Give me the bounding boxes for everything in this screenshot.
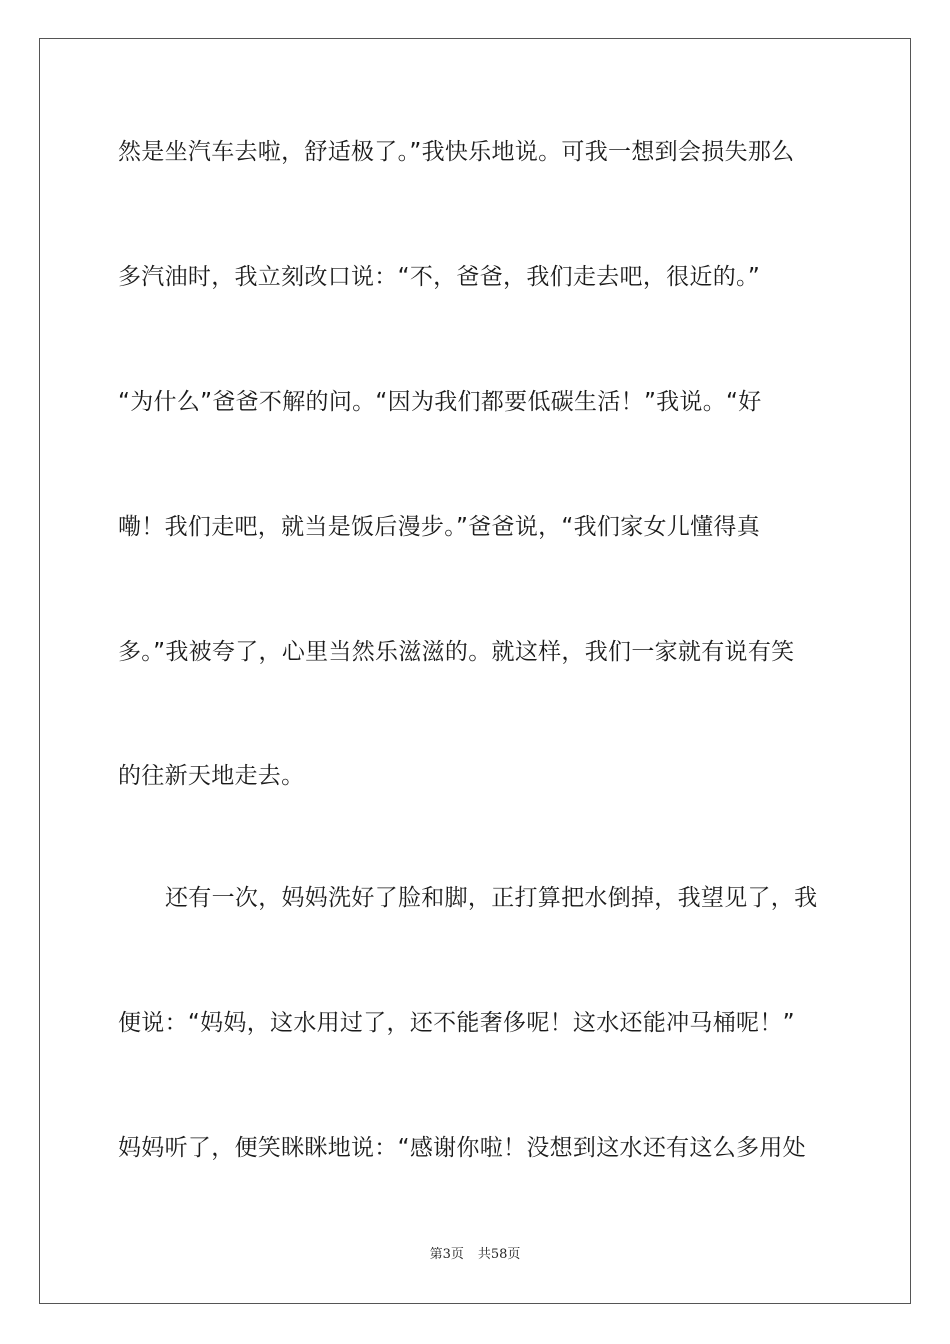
text-line: 的往新天地走去。	[118, 763, 305, 789]
text-line: “为什么”爸爸不解的问。“因为我们都要低碳生活！”我说。“好	[118, 389, 762, 415]
total-page-count: 共58页	[477, 1247, 521, 1262]
current-page-number: 第3页	[429, 1247, 464, 1262]
text-line: 然是坐汽车去啦，舒适极了。”我快乐地说。可我一想到会损失那么	[118, 139, 795, 165]
text-line: 多汽油时，我立刻改口说：“不，爸爸，我们走去吧，很近的。”	[118, 264, 761, 290]
text-line: 便说：“妈妈，这水用过了，还不能奢侈呢！这水还能冲马桶呢！”	[118, 1010, 795, 1036]
text-line: 妈妈听了，便笑眯眯地说：“感谢你啦！没想到这水还有这么多用处	[118, 1135, 806, 1161]
text-line: 嘞！我们走吧，就当是饭后漫步。”爸爸说，“我们家女儿懂得真	[118, 514, 761, 540]
paragraph-start-line: 还有一次，妈妈洗好了脸和脚，正打算把水倒掉，我望见了，我	[165, 885, 818, 911]
text-line: 多。”我被夸了，心里当然乐滋滋的。就这样，我们一家就有说有笑	[118, 639, 795, 665]
page-footer	[0, 1247, 950, 1263]
page-border	[39, 38, 911, 1304]
